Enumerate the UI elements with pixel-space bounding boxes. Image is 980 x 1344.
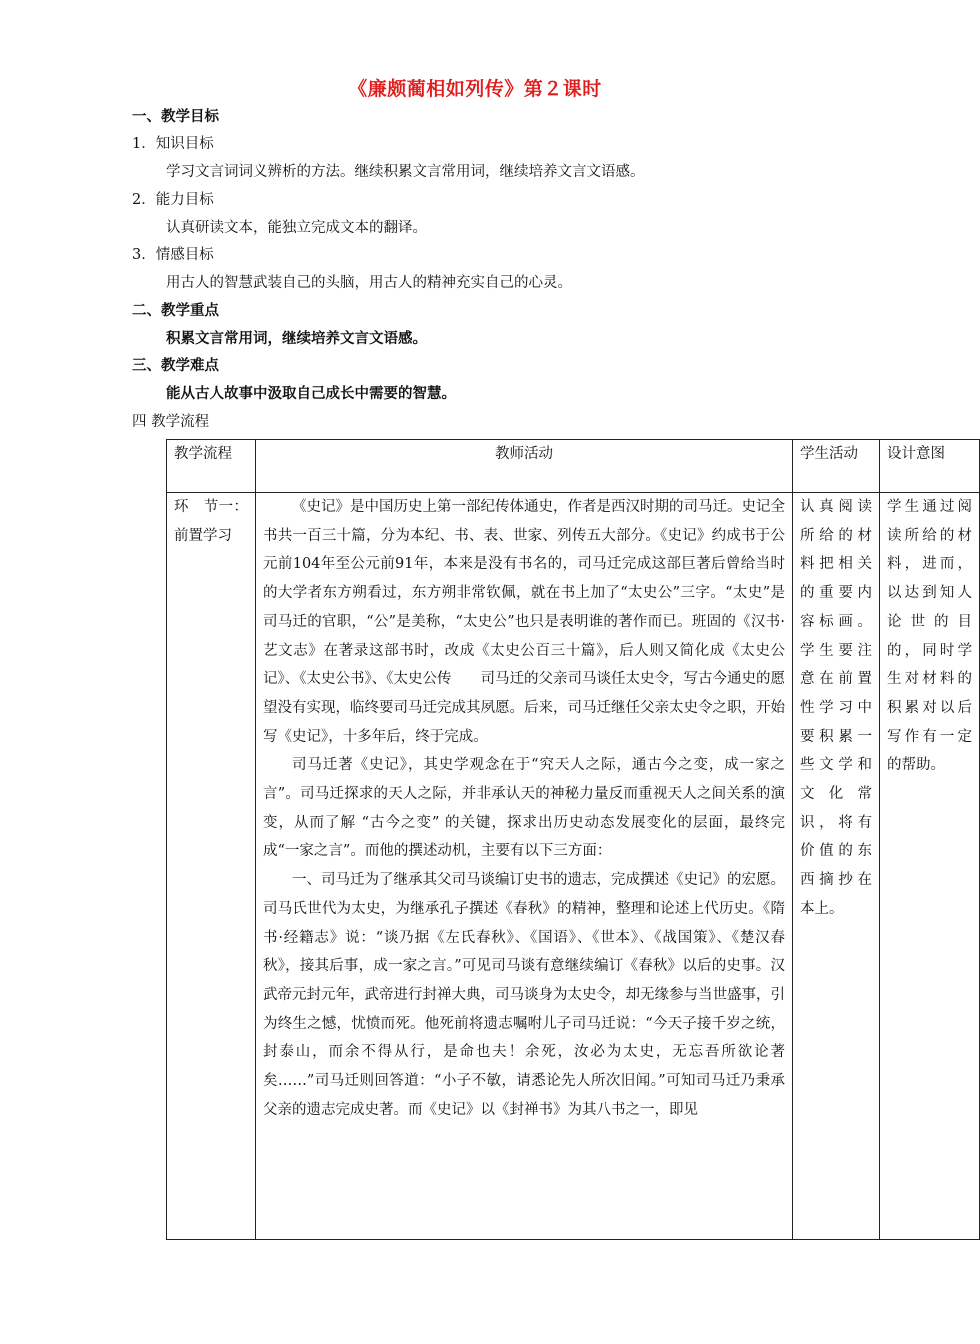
goal-ability-text: 认真研读文本，能独立完成文本的翻译。 — [166, 220, 427, 236]
table-row — [167, 493, 980, 1240]
teacher-paragraph: 《史记》是中国历史上第一部纪传体通史，作者是西汉时期的司马迁。史记全书共一百三十篇，分为本纪、书、表、世家、列传五大部分。《史记》约成书于公元前104年至公元前91年，本来是没有书名的，司马迁完成这部巨著后曾给当时的大学者东方朔看过，东方朔非常钦佩，就在书上加了“太史公”三字。“太史”是司马迁的官职，“公”是美称，“太史公”也只是表明谁的著作而已。班固的《汉书·艺文志》在著录这部书时，改成《太史公百三十篇》，后人则又简化成《太史公记》、《太史公书》、《太史公传 司马迁的父亲司马谈任太史令，写古今通史的愿望没有实现，临终要司马迁完成其夙愿。后来，司马迁继任父亲太史令之职，开始写《史记》，十多年后，终于完成。 — [263, 499, 785, 745]
goal-knowledge-label: 1．知识目标 — [132, 136, 214, 152]
header-design-intent: 设计意图 — [880, 440, 980, 493]
stage-cell: 环 节一：前置学习 — [167, 493, 256, 1240]
design-intent-cell: 学生通过阅读所给的材料，进而，以达到知人论世的目的，同时学生对材料的积累对以后写作有一定的帮助。 — [880, 493, 980, 1240]
section-heading-difficulties: 三、教学难点 — [132, 358, 219, 374]
section-heading-key-points: 二、教学重点 — [132, 303, 219, 319]
teaching-flow-table — [166, 439, 980, 1240]
teacher-paragraph: 一、司马迁为了继承其父司马谈编订史书的遗志，完成撰述《史记》的宏愿。司马氏世代为太史，为继承孔子撰述《春秋》的精神，整理和论述上代历史。《隋书·经籍志》说：“谈乃据《左氏春秋》、《国语》、《世本》、《战国策》、《楚汉春秋》，接其后事，成一家之言。”可见司马谈有意继续编订《春秋》以后的史事。汉武帝元封元年，武帝进行封禅大典，司马谈身为太史令，却无缘参与当世盛事，引为终生之憾，忧愤而死。他死前将遗志嘱咐儿子司马迁说：“今天子接千岁之统，封泰山，而余不得从行，是命也夫！余死，汝必为太史，无忘吾所欲论著矣……”司马迁则回答道：“小子不敏，请悉论先人所次旧闻。”可知司马迁乃秉承父亲的遗志完成史著。而《史记》以《封禅书》为其八书之一，即见 — [263, 872, 785, 1118]
section-heading-flow: 四 教学流程 — [132, 414, 210, 430]
difficulties-text: 能从古人故事中汲取自己成长中需要的智慧。 — [166, 386, 456, 402]
section-heading-goals: 一、教学目标 — [132, 109, 219, 125]
header-student-activity: 学生活动 — [793, 440, 880, 493]
goal-knowledge-text: 学习文言词词义辨析的方法。继续积累文言常用词，继续培养文言文语感。 — [166, 164, 645, 180]
key-points-text: 积累文言常用词，继续培养文言文语感。 — [166, 331, 427, 347]
table-header-row — [167, 440, 980, 493]
page-title: 《廉颇蔺相如列传》第２课时 — [348, 78, 602, 100]
goal-ability-label: 2．能力目标 — [132, 192, 214, 208]
header-flow: 教学流程 — [167, 440, 256, 493]
header-teacher-activity: 教师活动 — [256, 440, 793, 493]
teacher-activity-cell — [256, 493, 793, 1240]
teacher-paragraph: 司马迁著《史记》，其史学观念在于“究天人之际，通古今之变，成一家之言”。司马迁探求的天人之际，并非承认天的神秘力量反而重视天人之间关系的演变，从而了解 “古今之变” 的关键，探求出历史动态发展变化的层面，最终完成“一家之言”。而他的撰述动机，主要有以下三方面： — [263, 757, 785, 860]
student-activity-cell: 认真阅读所给的材料把相关的重要内容标画。学生要注意在前置性学习中要积累一些文学和文化常识，将有价值的东西摘抄在本上。 — [793, 493, 880, 1240]
goal-emotion-label: 3．情感目标 — [132, 247, 214, 263]
goal-emotion-text: 用古人的智慧武装自己的头脑，用古人的精神充实自己的心灵。 — [166, 275, 572, 291]
